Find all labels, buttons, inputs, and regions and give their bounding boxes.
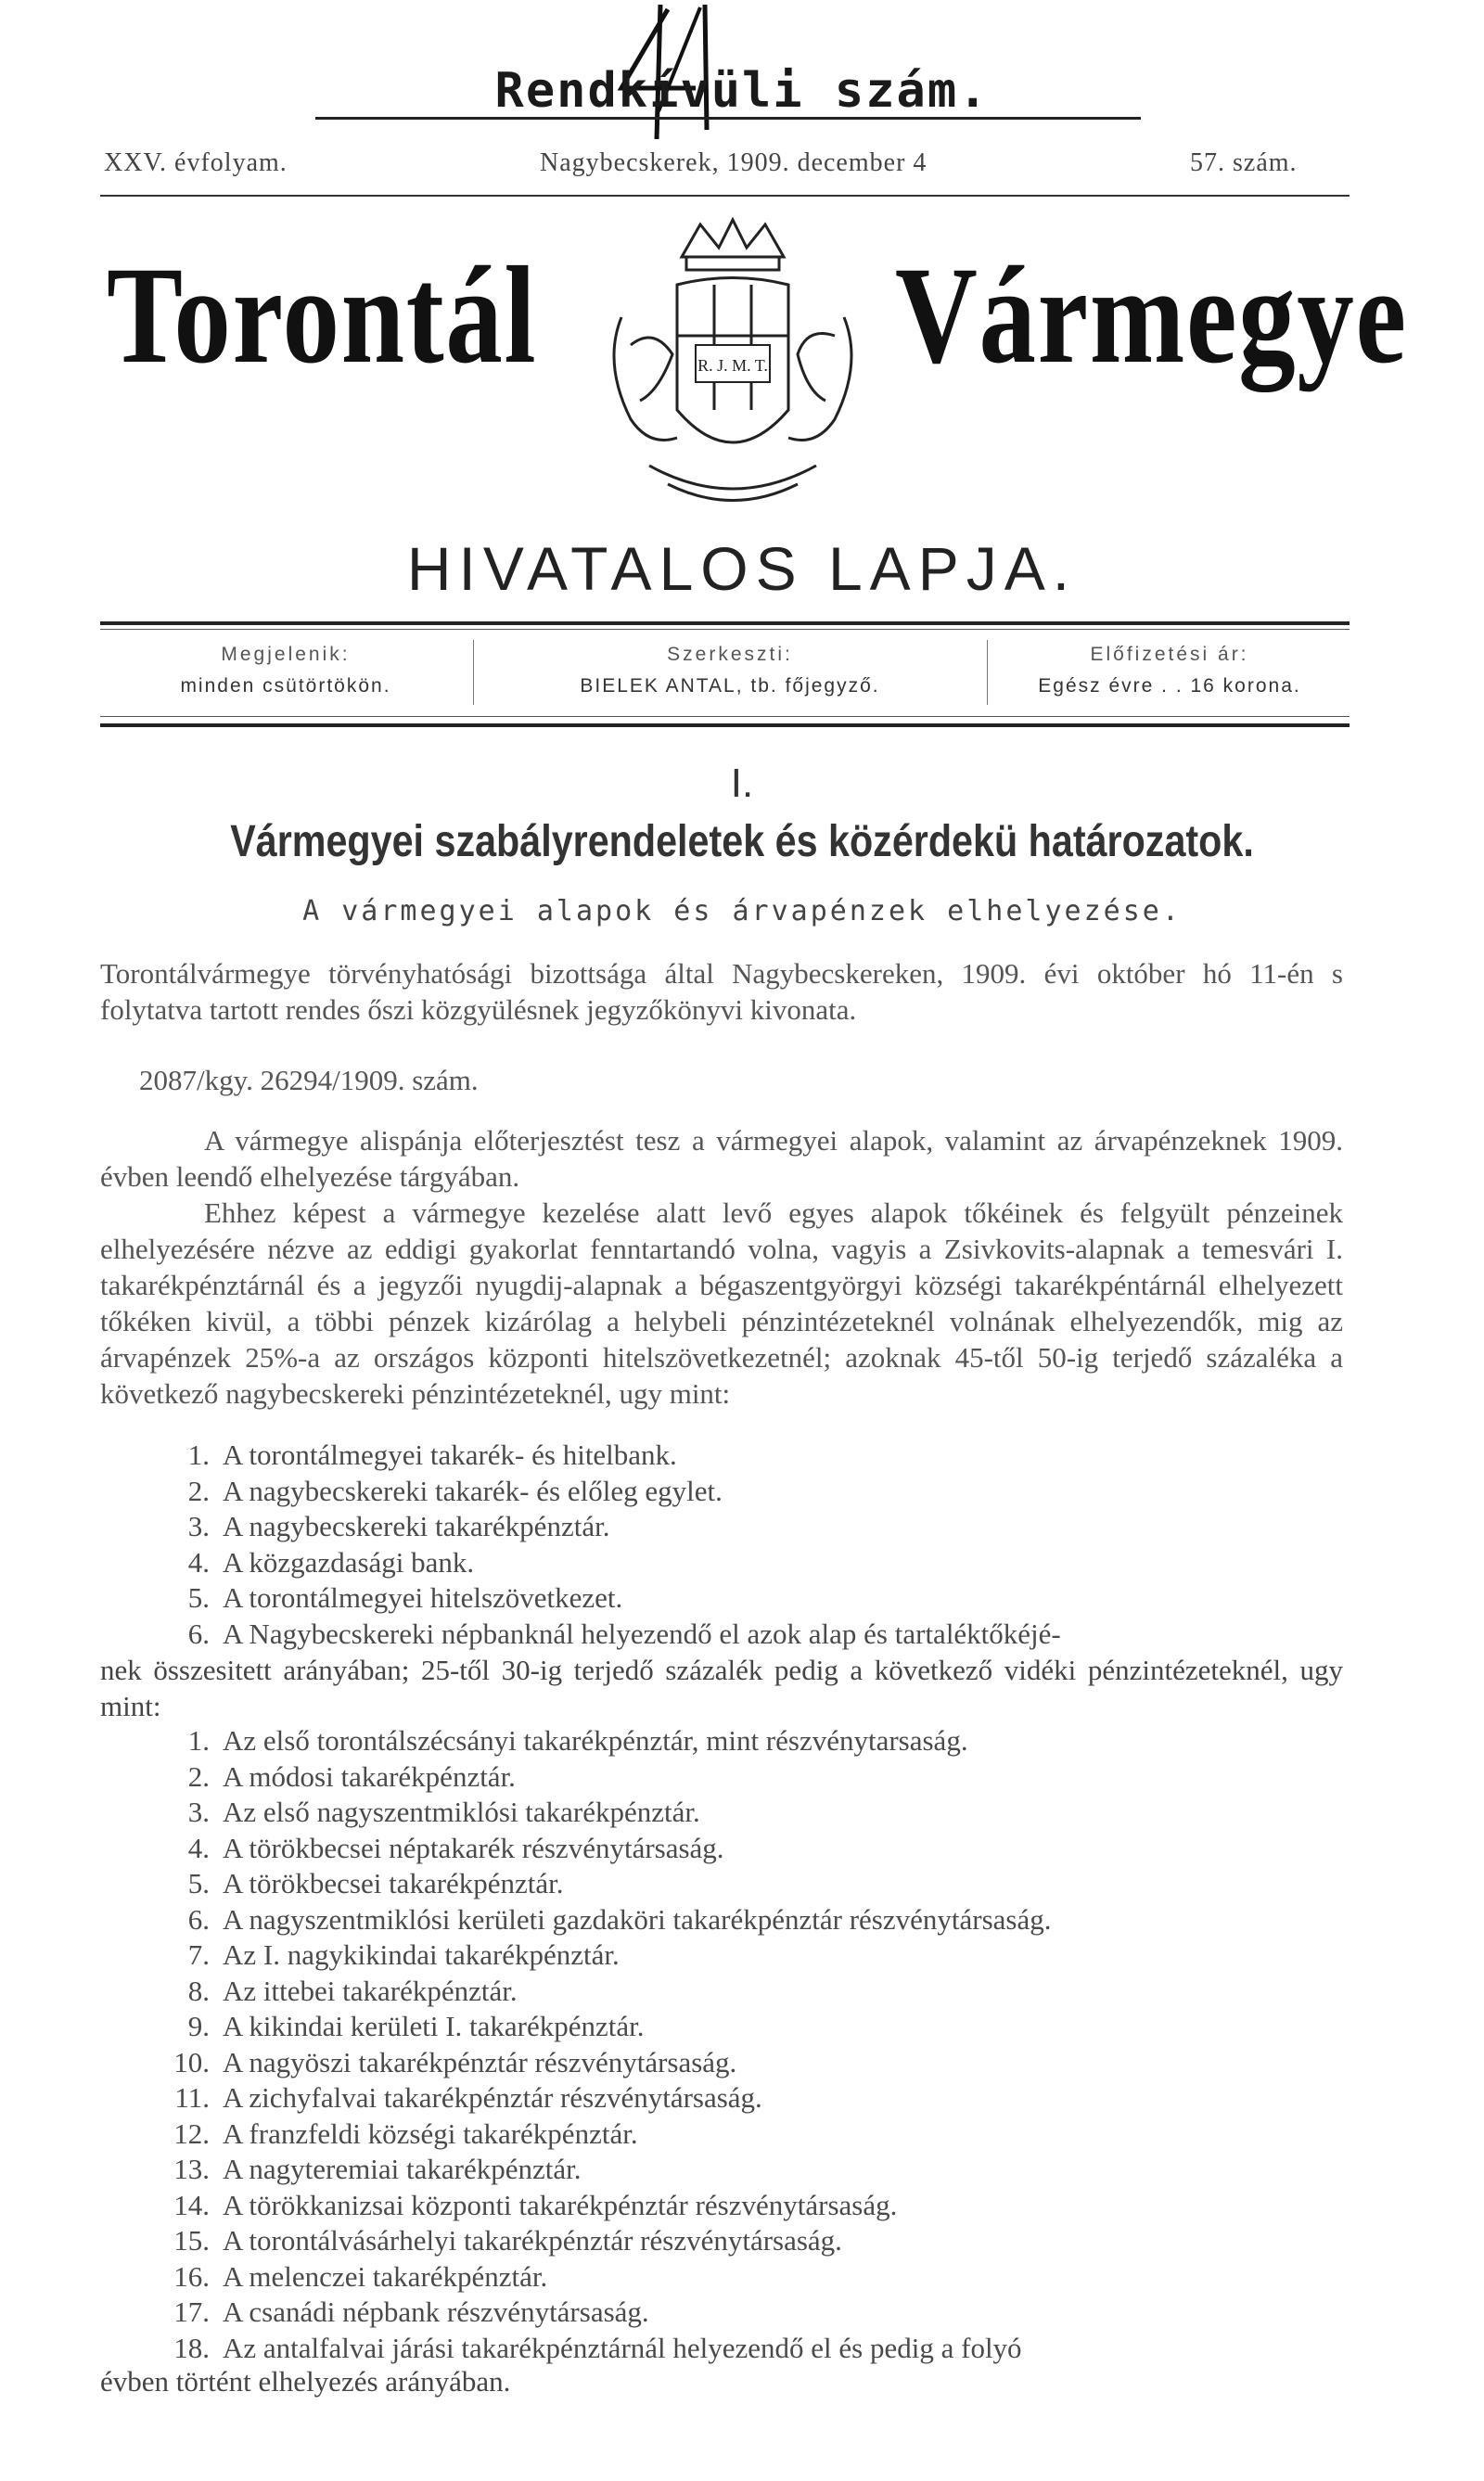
list-item [167, 1723, 1354, 1759]
section-title: Vármegyei szabályrendeletek és közérdekü határozatok. [230, 817, 1254, 866]
list-item-number: 15. [173, 2224, 210, 2257]
paragraph-3: nek összesitett arányában; 25-től 30-ig terjedő százalék pedig a következő vidéki pénzintézeteknél, ugy mint: [100, 1654, 1343, 1722]
masthead-left-word: Torontál [107, 238, 538, 392]
crest-inscription: R. J. M. T. [697, 356, 768, 375]
list-item [167, 1545, 1354, 1581]
list-item-text: A zichyfalvai takarékpénztár részvénytársaság. [223, 2081, 762, 2114]
list-item [167, 1509, 1354, 1545]
subscription-value: Egész évre . . 16 korona. [1038, 675, 1301, 697]
list-item-number: 7. [187, 1938, 210, 1971]
list-item-text: A nagyteremiai takarékpénztár. [223, 2153, 582, 2185]
list-item-number: 4. [187, 1831, 210, 1864]
editor-value: BIELEK ANTAL, tb. főjegyző. [580, 675, 880, 697]
list-item [167, 1902, 1354, 1938]
list-item-number: 8. [187, 1974, 210, 2007]
list-item [167, 1937, 1354, 1974]
appears-label: Megjelenik: [221, 644, 351, 665]
list-item [167, 2331, 1354, 2367]
list-item-number: 2. [187, 1474, 210, 1507]
list-item-number: 5. [187, 1867, 210, 1899]
list-item [167, 1831, 1354, 1867]
list-item [167, 2259, 1354, 2296]
list-item-text: A nagybecskereki takarékpénztár. [223, 1510, 610, 1542]
paragraph-4: évben történt elhelyezés arányában. [100, 2365, 511, 2398]
special-edition-title: Rendkívüli szám. [494, 63, 990, 119]
intro-paragraph: Torontálvármegye törvényhatósági bizottsága által Nagybecskereken, 1909. évi október hó 11-én s folytatva tartott rendes őszi közgyülésnek jegyzőkönyvi kivonata. [100, 957, 1343, 1026]
list-item-text: A nagyszentmiklósi kerületi gazdaköri takarékpénztár részvénytársaság. [223, 1902, 1052, 1936]
masthead-subtitle: HIVATALOS LAPJA. [406, 534, 1078, 603]
list-item-number: 5. [187, 1581, 210, 1614]
list-item [167, 2223, 1354, 2259]
list-item-number: 4. [187, 1545, 210, 1579]
list-item [167, 2117, 1354, 2153]
list-item [167, 1866, 1354, 1902]
info-divider-2 [987, 640, 988, 705]
list-item-number: 13. [173, 2153, 210, 2185]
list-item-number: 3. [187, 1796, 210, 1828]
list-item-text: Az ittebei takarékpénztár. [223, 1974, 518, 2007]
city-bank-list [167, 1438, 1354, 1652]
list-item-text: A törökbecsei takarékpénztár. [223, 1867, 564, 1899]
list-item-number: 1. [187, 1439, 210, 1471]
list-item-number: 10. [173, 2045, 210, 2078]
list-item-number: 6. [187, 1617, 210, 1650]
special-edition-rule [315, 117, 1141, 120]
subscription-label: Előfizetési ár: [1090, 644, 1249, 665]
list-item [167, 1974, 1354, 2010]
list-item-text: A közgazdasági bank. [223, 1545, 475, 1579]
masthead-right-word: Vármegye [895, 238, 1408, 392]
list-item [167, 2295, 1354, 2331]
list-item-text: Az antalfalvai járási takarékpénztárnál helyezendő el és pedig a folyó [223, 2331, 1022, 2364]
volume-label: XXV. évfolyam. [104, 148, 288, 177]
list-item-text: A franzfeldi községi takarékpénztár. [223, 2117, 638, 2150]
list-item-number: 17. [173, 2296, 210, 2328]
list-item-number: 6. [187, 1902, 210, 1936]
list-item-number: 16. [173, 2259, 210, 2293]
list-item-text: A nagyöszi takarékpénztár részvénytársaság. [223, 2045, 737, 2078]
list-item-text: A Nagybecskereki népbanknál helyezendő el azok alap és tartaléktőkéjé- [223, 1617, 1061, 1650]
list-item-text: A törökbecsei néptakarék részvénytársaság. [223, 1831, 724, 1864]
list-item-number: 18. [173, 2331, 210, 2364]
coat-of-arms-emblem [566, 215, 900, 521]
list-item-text: A torontálvásárhelyi takarékpénztár részvénytársaság. [223, 2224, 842, 2257]
list-item-text: A torontálmegyei takarék- és hitelbank. [223, 1439, 677, 1471]
list-item-text: A kikindai kerületi I. takarékpénztár. [223, 2010, 645, 2042]
header-rule [100, 195, 1350, 197]
info-appears [100, 644, 471, 697]
paragraph-1: A vármegye alispánja előterjesztést tesz a vármegyei alapok, valamint az árvapénzeknek 1909. évben leendő elhelyezése tárgyában. [100, 1124, 1343, 1193]
place-date: Nagybecskerek, 1909. december 4 [540, 148, 928, 177]
issue-number: 57. szám. [1190, 148, 1298, 177]
list-item [167, 2045, 1354, 2081]
article-subtitle: A vármegyei alapok és árvapénzek elhelyezése. [302, 895, 1182, 927]
list-item-number: 9. [187, 2010, 210, 2042]
reference-number: 2087/kgy. 26294/1909. szám. [139, 1064, 479, 1096]
list-item-text: A csanádi népbank részvénytársaság. [223, 2296, 649, 2328]
list-item [167, 1795, 1354, 1831]
list-item [167, 1617, 1354, 1653]
list-item-number: 2. [187, 1759, 210, 1793]
info-subscription [989, 644, 1350, 697]
list-item-text: A módosi takarékpénztár. [223, 1759, 516, 1793]
list-item-number: 3. [187, 1510, 210, 1542]
list-item-text: A melenczei takarékpénztár. [223, 2259, 548, 2293]
info-bottom-rule [100, 723, 1350, 727]
list-item-text: Az első torontálszécsányi takarékpénztár, mint részvénytarsaság. [223, 1724, 968, 1757]
info-top-rule [100, 621, 1350, 625]
list-item-text: A torontálmegyei hitelszövetkezet. [223, 1581, 623, 1614]
list-item-text: A törökkanizsai központi takarékpénztár részvénytársaság. [223, 2188, 898, 2221]
appears-value: minden csütörtökön. [180, 675, 391, 697]
info-top-rule-thin [100, 629, 1350, 630]
section-number: I. [730, 761, 754, 806]
info-editor [475, 644, 985, 697]
list-item [167, 2080, 1354, 2117]
list-item-text: Az I. nagykikindai takarékpénztár. [223, 1938, 620, 1971]
list-item [167, 2188, 1354, 2224]
editor-label: Szerkeszti: [667, 644, 793, 665]
list-item-number: 11. [174, 2081, 210, 2114]
list-item-text: A nagybecskereki takarék- és előleg egylet. [223, 1474, 723, 1507]
paragraph-2: Ehhez képest a vármegye kezelése alatt levő egyes alapok tőkéinek és felgyült pénzeinek elhelyezésére nézve az eddigi gyakorlat fenntartandó volna, vagyis a Zsivkovits-alapnak a temesvári I. takarékpénztárnál és a jegyzői nyugdij-alapnak a bégaszentgyörgyi községi takarékpéntárnál elhelyezett tőkéken kivül, a többi pénzek kizárólag a helybeli pénzintézeteknél volnának elhelyezendők, mig az árvapénzek 25%-a az országos központi hitelszövetkezetnél; azoknak 45-től 50-ig terjedő százaléka a következő nagybecskereki pénzintézeteknél, ugy mint: [100, 1196, 1343, 1410]
list-item [167, 1580, 1354, 1617]
list-item [167, 1474, 1354, 1510]
list-item [167, 1759, 1354, 1796]
list-item-text: Az első nagyszentmiklósi takarékpénztár. [223, 1796, 700, 1828]
info-divider-1 [473, 640, 474, 705]
list-item [167, 2009, 1354, 2045]
list-item-number: 1. [187, 1724, 210, 1757]
list-item-number: 14. [173, 2188, 210, 2221]
list-item [167, 2152, 1354, 2188]
list-item [167, 1438, 1354, 1474]
info-bottom-rule-thin [100, 716, 1350, 717]
regional-bank-list [167, 1723, 1354, 2366]
list-item-number: 12. [173, 2117, 210, 2150]
